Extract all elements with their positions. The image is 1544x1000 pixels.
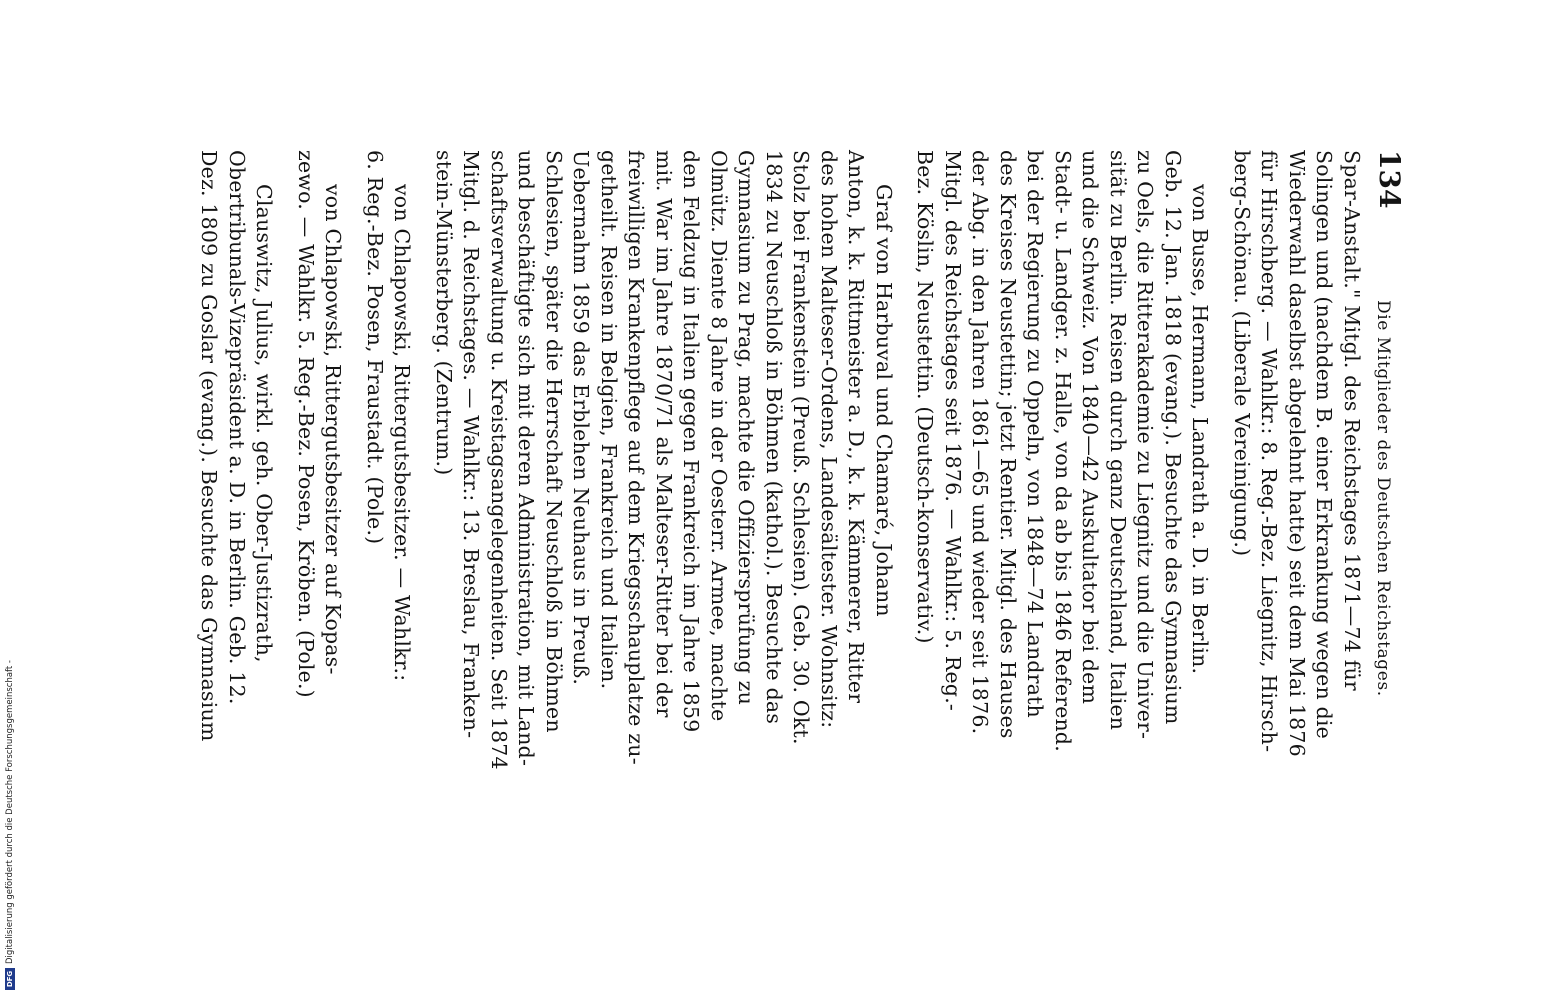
text-line: zewo. — Wahlkr. 5. Reg.-Bez. Posen, Kröben. (Pole.) <box>294 150 318 698</box>
text-line: Stolz bei Frankenstein (Preuß. Schlesien). Geb. 30. Okt. <box>789 150 814 745</box>
text-line: freiwilligen Krankenpflege auf dem Kriegsschauplatze zu- <box>624 150 649 765</box>
text-line: Uebernahm 1859 das Erblehen Neuhaus in Preuß. <box>569 150 594 686</box>
text-line: stein-Münsterberg. (Zentrum.) <box>432 150 456 476</box>
text-line: sität zu Berlin. Reisen durch ganz Deutschland, Italien <box>1106 150 1130 731</box>
text-line: zu Oels, die Ritterakademie zu Liegnitz und die Univer- <box>1133 150 1158 740</box>
entry-heading-line: von Busse, Hermann, Landrath a. D. in Berlin. <box>1188 184 1213 675</box>
text-line: getheilt. Reisen in Belgien, Frankreich und Italien. <box>597 150 621 690</box>
entry-heading-line: Clauswitz, Julius, wirkl. geh. Ober-Justizrath, <box>252 184 277 663</box>
text-line: und die Schweiz. Von 1840—42 Auskultator bei dem <box>1078 150 1103 705</box>
scanned-page <box>145 150 1406 870</box>
text-line: des Kreises Neustettin; jetzt Rentier. Mitgl. des Hauses <box>996 150 1020 739</box>
text-line: Mitgl. des Reichstages seit 1876. — Wahlkr.: 5. Reg.- <box>941 150 965 712</box>
text-line: Wiederwahl daselbst abgelehnt hatte) seit dem Mai 1876 <box>1285 150 1309 757</box>
text-line: Bez. Köslin, Neustettin. (Deutsch-konservativ.) <box>913 150 938 644</box>
text-line: Solingen und (nachdem B. einer Erkrankung wegen die <box>1312 150 1337 740</box>
digitization-credit-text: Digitalisierung gefördert durch die Deutsche Forschungsgemeinschaft - <box>5 660 15 964</box>
entry-heading-line: Graf von Harbuval und Chamaré, Johann <box>872 184 896 617</box>
entry-heading-line: von Chlapowski, Rittergutsbesitzer auf Kopas- <box>321 184 346 675</box>
text-line: bei der Regierung zu Oppeln, von 1848—74 Landrath <box>1023 150 1048 718</box>
text-line: der Abg. in den Jahren 1861—65 und wieder seit 1876. <box>968 150 993 735</box>
dfg-logo-icon: DFG <box>5 968 15 990</box>
text-line: den Feldzug in Italien gegen Frankreich im Jahre 1859 <box>679 150 704 733</box>
page-header <box>1371 150 1406 870</box>
text-line: des hohen Malteser-Ordens, Landesältester. Wohnsitz: <box>817 150 841 729</box>
text-line: Olmütz. Diente 8 Jahre in der Oesterr. Armee, machte <box>707 150 731 722</box>
text-line: und beschäftigte sich mit deren Administration, mit Land- <box>514 150 539 767</box>
text-line: 6. Reg.-Bez. Posen, Fraustadt. (Pole.) <box>363 150 387 545</box>
digitization-credit <box>0 0 16 1000</box>
text-line: Gymnasium zu Prag, machte die Offiziersprüfung zu <box>734 150 759 706</box>
text-line: schaftsverwaltung u. Kreistagsangelegenheiten. Seit 1874 <box>487 150 511 770</box>
text-line: Dez. 1809 zu Goslar (evang.). Besuchte das Gymnasium <box>197 150 222 742</box>
entry-heading-line: von Chlapowski, Rittergutsbesitzer. — Wahlkr.: <box>390 184 415 682</box>
text-line: berg-Schönau. (Liberale Vereinigung.) <box>1230 150 1254 557</box>
text-line: mit. War im Jahre 1870/71 als Malteser-Ritter bei der <box>652 150 676 718</box>
running-head: Die Mitglieder des Deutschen Reichstages. <box>1373 300 1393 697</box>
text-line: Mitgl. d. Reichstages. — Wahlkr.: 13. Breslau, Franken- <box>459 150 484 739</box>
text-line: 1834 zu Neuschloß in Böhmen (kathol.). Besuchte das <box>762 150 786 725</box>
text-line: für Hirschberg. — Wahlkr.: 8. Reg.-Bez. Liegnitz, Hirsch- <box>1257 150 1282 753</box>
text-line: Spar-Anstalt." Mitgl. des Reichstages 1871—74 für <box>1340 150 1364 691</box>
text-line: Anton, k. k. Rittmeister a. D., k. k. Kämmerer, Ritter <box>844 150 869 704</box>
page-number: 134 <box>1373 150 1406 209</box>
text-line: Obertribunals-Vizepräsident a. D. in Berlin. Geb. 12. <box>225 150 249 705</box>
text-line: Geb. 12. Jan. 1818 (evang.). Besuchte das Gymnasium <box>1161 150 1185 725</box>
text-line: Stadt- u. Landger. z. Halle, von da ab bis 1846 Referend. <box>1051 150 1075 752</box>
body-text <box>195 150 1365 870</box>
text-line: Schlesien, später die Herrschaft Neuschloß in Böhmen <box>542 150 566 733</box>
